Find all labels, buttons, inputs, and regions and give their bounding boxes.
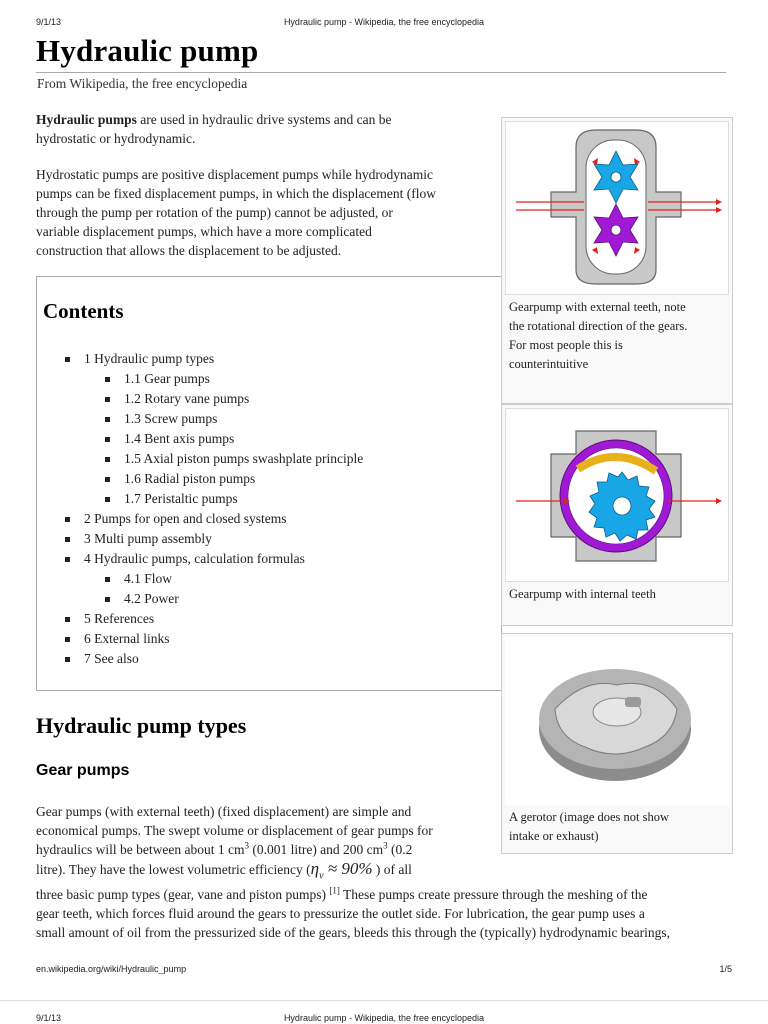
- intro-text-2: hydrostatic or hydrodynamic.: [36, 131, 196, 146]
- title-divider: [36, 72, 726, 73]
- page-break: [0, 1000, 768, 1001]
- toc-item[interactable]: 1.2 Rotary vane pumps: [65, 389, 363, 409]
- toc-heading: Contents: [43, 299, 124, 323]
- toc-item[interactable]: 4.1 Flow: [65, 569, 363, 589]
- gear-pumps-paragraph-top: [36, 802, 486, 885]
- toc-item[interactable]: 4.2 Power: [65, 589, 363, 609]
- gear-pumps-paragraph-bottom: [36, 885, 736, 942]
- toc-item[interactable]: 4 Hydraulic pumps, calculation formulas: [65, 549, 363, 569]
- body-line: litre). They have the lowest volumetric efficiency ($\eta_v \approx 90\%$ ) of all: [36, 859, 412, 882]
- figure-external-gear-pump: [501, 117, 733, 404]
- intro-text-1: are used in hydraulic drive systems and can be: [136, 112, 392, 127]
- body-line: economical pumps. The swept volume or displacement of gear pumps for: [36, 823, 433, 838]
- body-line: gear teeth, which forces fluid around the gears to pressurize the outlet side. For lubrication, the gear pump uses a: [36, 906, 645, 921]
- toc-item[interactable]: 3 Multi pump assembly: [65, 529, 363, 549]
- body-line: three basic pump types (gear, vane and piston pumps) [1] These pumps create pressure through the meshing of the: [36, 885, 648, 902]
- print-date: 9/1/13: [36, 17, 62, 27]
- toc-list: [65, 349, 363, 669]
- internal-gear-pump-image[interactable]: [505, 408, 729, 582]
- section-heading: Hydraulic pump types: [36, 713, 247, 738]
- table-of-contents: [36, 276, 502, 691]
- para2-line: Hydrostatic pumps are positive displacement pumps while hydrodynamic: [36, 167, 434, 182]
- body-line: small amount of oil from the pressurized side of the gears, bleeds this through the (typically) hydrodynamic bearings,: [36, 925, 670, 940]
- figure-caption: Gearpump with internal teeth: [509, 587, 656, 601]
- internal-gear-pump-diagram: [506, 409, 728, 581]
- toc-item[interactable]: 1.6 Radial piston pumps: [65, 469, 363, 489]
- reference-link[interactable]: [1]: [329, 885, 340, 896]
- para2-line: through the pump per rotation of the pump) cannot be adjusted, or: [36, 205, 393, 220]
- figure-caption: A gerotor (image does not show intake or exhaust): [509, 810, 670, 843]
- figure-caption: Gearpump with external teeth, note the rotational direction of the gears. For most people this is counterintuitive: [509, 300, 688, 371]
- external-gear-pump-diagram: [506, 122, 728, 294]
- para2-line: variable displacement pumps, which have a more complicated: [36, 224, 372, 239]
- toc-item[interactable]: 1.5 Axial piston pumps swashplate principle: [65, 449, 363, 469]
- intro-bold-term[interactable]: Hydraulic pumps: [36, 112, 137, 127]
- figure-gerotor: [501, 633, 733, 854]
- toc-item[interactable]: 1.3 Screw pumps: [65, 409, 363, 429]
- toc-item[interactable]: 5 References: [65, 609, 363, 629]
- toc-item[interactable]: 1 Hydraulic pump types: [65, 349, 363, 369]
- second-paragraph: [36, 165, 486, 260]
- print-title: Hydraulic pump - Wikipedia, the free encyclopedia: [283, 17, 485, 27]
- efficiency-formula: $\eta_v \approx 90\%$: [310, 859, 373, 882]
- para2-line: pumps can be fixed displacement pumps, in which the displacement (flow: [36, 186, 437, 201]
- para2-line: construction that allows the displacement to be adjusted.: [36, 243, 342, 258]
- print-page-number: 1/5: [719, 964, 732, 974]
- print-url[interactable]: en.wikipedia.org/wiki/Hydraulic_pump: [36, 964, 187, 974]
- toc-item[interactable]: 1.7 Peristaltic pumps: [65, 489, 363, 509]
- print-title: Hydraulic pump - Wikipedia, the free encyclopedia: [283, 1013, 485, 1023]
- page-subtitle: From Wikipedia, the free encyclopedia: [37, 76, 248, 91]
- toc-item[interactable]: 1.4 Bent axis pumps: [65, 429, 363, 449]
- figure-internal-gear-pump: [501, 404, 733, 626]
- toc-item[interactable]: 2 Pumps for open and closed systems: [65, 509, 363, 529]
- body-line: Gear pumps (with external teeth) (fixed displacement) are simple and: [36, 804, 412, 819]
- page-title: Hydraulic pump: [36, 33, 259, 68]
- external-gear-pump-image[interactable]: [505, 121, 729, 295]
- gerotor-image[interactable]: [505, 637, 729, 805]
- gerotor-render: [505, 637, 727, 803]
- subsection-heading: Gear pumps: [36, 762, 130, 779]
- toc-item[interactable]: 6 External links: [65, 629, 363, 649]
- body-line: hydraulics will be between about 1 $cm^3$ (0.001 litre) and 200 $cm^3$ (0.2: [36, 840, 413, 857]
- intro-paragraph: [36, 110, 486, 148]
- toc-item[interactable]: 1.1 Gear pumps: [65, 369, 363, 389]
- print-date: 9/1/13: [36, 1013, 62, 1023]
- toc-item[interactable]: 7 See also: [65, 649, 363, 669]
